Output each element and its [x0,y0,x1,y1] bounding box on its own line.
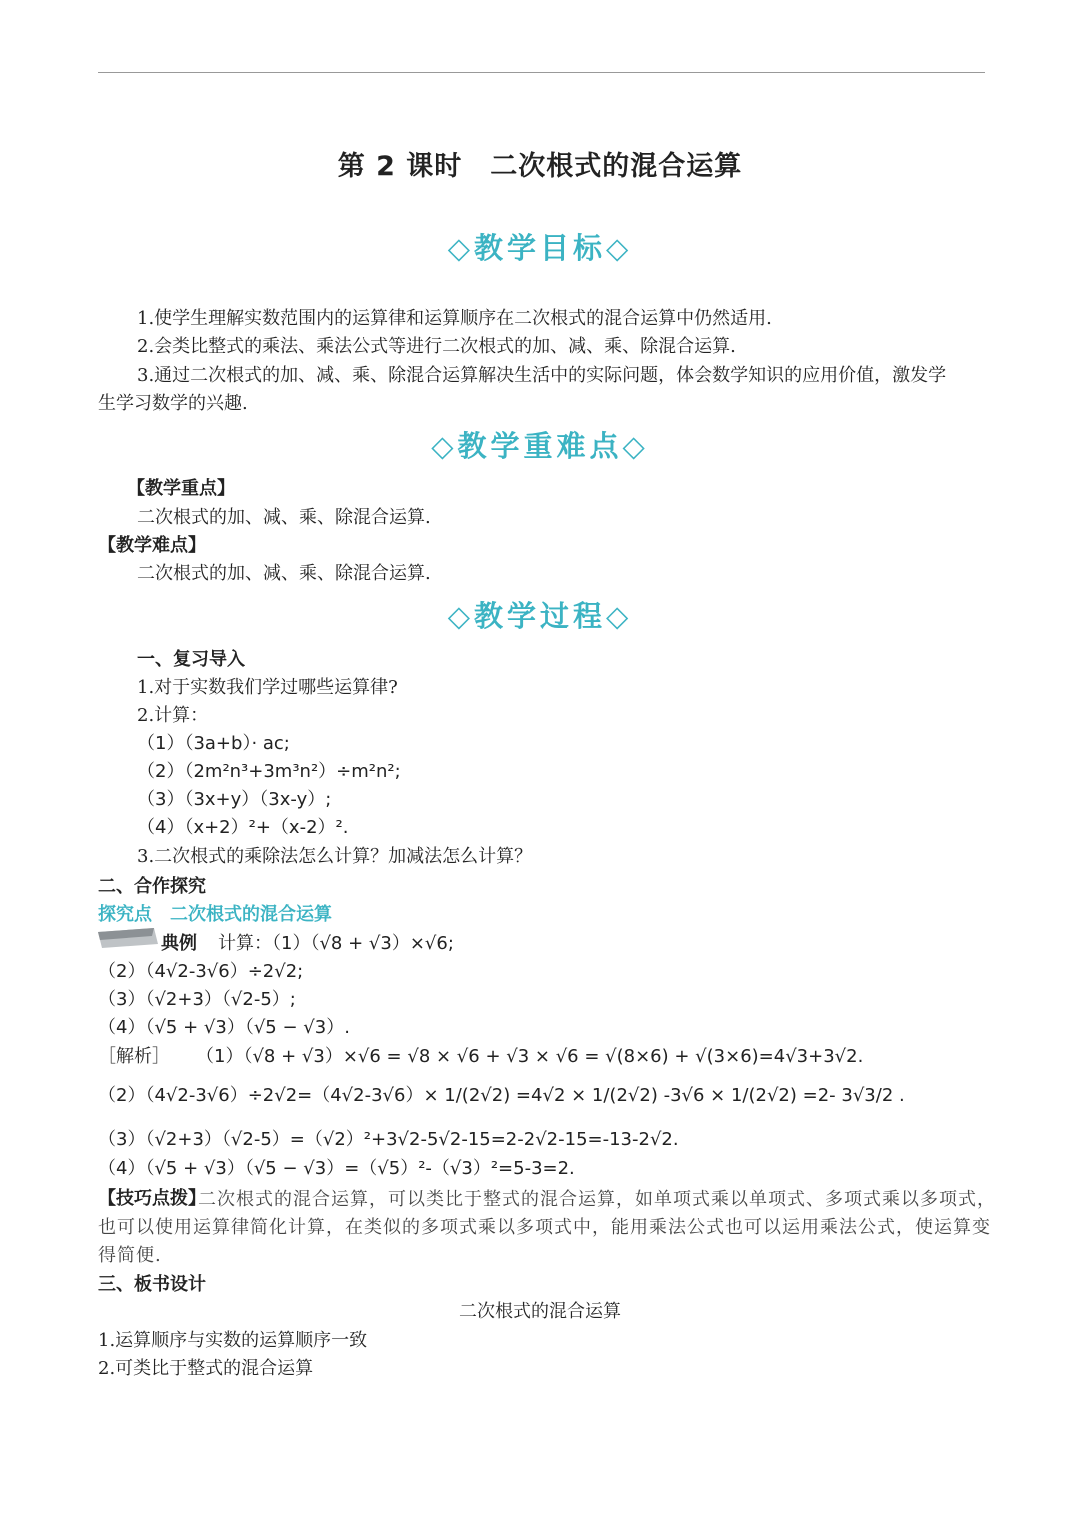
analysis-label: ［解析］ [98,1046,170,1067]
objective-3-cont: 生学习数学的兴趣. [98,393,248,414]
review-q1: 1.对于实数我们学过哪些运算律? [137,677,398,698]
example-item-1: 计算：（1）（√8 + √3）×√6; [218,933,454,954]
board-item-1: 1.运算顺序与实数的运算顺序一致 [98,1330,368,1351]
section-difficulties: ◇教学重难点◇ [431,429,649,463]
example-item-4: （4）（√5 + √3）（√5 − √3）. [98,1017,350,1038]
board-heading: 三、板书设计 [98,1274,206,1295]
example-label: 典例 [161,933,197,954]
tip-line-2: 也可以使用运算律简化计算，在类似的多项式乘以多项式中，能用乘法公式也可以运用乘法公式，使运算变 [98,1217,991,1238]
section-process: ◇教学过程◇ [447,599,633,633]
review-q3: 3.二次根式的乘除法怎么计算？加减法怎么计算？ [137,846,533,867]
review-q2: 2.计算： [137,705,209,726]
review-item-3: （3）（3x+y）（3x-y）; [137,789,332,810]
objective-3: 3.通过二次根式的加、减、乘、除混合运算解决生活中的实际问题，体会数学知识的应用价值，激发学 [137,365,947,386]
difficult-point-text: 二次根式的加、减、乘、除混合运算. [137,563,431,584]
section-objectives: ◇教学目标◇ [447,231,633,265]
review-item-1: （1）（3a+b）· ac; [137,733,290,754]
analysis-item-3: （3）（√2+3）（√2-5）=（√2）²+3√2-5√2-15=2-2√2-15=-13-2√2. [98,1129,679,1150]
review-item-4: （4）（x+2）²+（x-2）². [137,817,349,838]
example-item-2: （2）（4√2-3√6）÷2√2; [98,961,304,982]
review-item-2: （2）（2m²n³+3m³n²）÷m²n²; [137,761,401,782]
difficult-point-label: 【教学难点】 [98,535,206,556]
page-title: 第 2 课时 二次根式的混合运算 [337,151,743,182]
board-item-2: 2.可类比于整式的混合运算 [98,1358,314,1379]
objective-2: 2.会类比整式的乘法、乘法公式等进行二次根式的加、减、乘、除混合运算. [137,336,736,357]
objective-1: 1.使学生理解实数范围内的运算律和运算顺序在二次根式的混合运算中仍然适用. [137,308,772,329]
tip-line-1: 二次根式的混合运算，可以类比于整式的混合运算，如单项式乘以单项式、多项式乘以多项式， [198,1189,996,1210]
tip-label: 【技巧点拨】 [98,1188,206,1209]
key-point-text: 二次根式的加、减、乘、除混合运算. [137,507,431,528]
analysis-item-1: （1）（√8 + √3）×√6 = √8 × √6 + √3 × √6 = √(8×6) + √(3×6)=4√3+3√2. [196,1046,864,1067]
board-title: 二次根式的混合运算 [459,1301,621,1322]
header-rule [98,72,985,73]
example-banner-icon [98,928,158,948]
review-heading: 一、复习导入 [137,649,245,670]
tip-line-3: 得简便. [98,1245,162,1266]
explore-heading: 二、合作探究 [98,876,206,897]
explore-point: 探究点 二次根式的混合运算 [98,904,332,925]
analysis-item-4: （4）（√5 + √3）（√5 − √3）=（√5）²-（√3）²=5-3=2. [98,1158,575,1179]
example-item-3: （3）（√2+3）（√2-5）; [98,989,296,1010]
analysis-item-2: （2）（4√2-3√6）÷2√2=（4√2-3√6）× 1/(2√2) =4√2 × 1/(2√2) -3√6 × 1/(2√2) =2- 3√3/2 . [98,1085,905,1106]
key-point-label: 【教学重点】 [127,478,235,499]
